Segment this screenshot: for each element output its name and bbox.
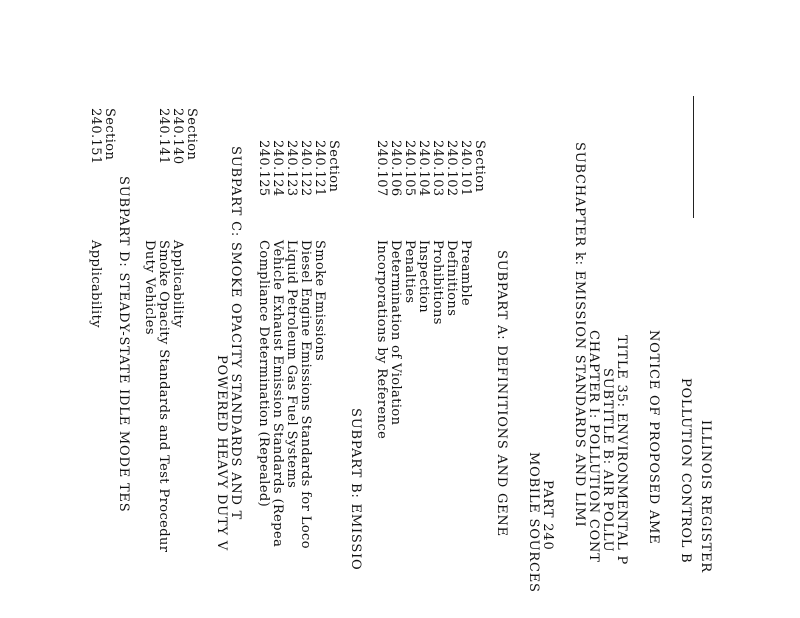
section-title: Definitions: [444, 240, 459, 317]
subtitle-line: SUBTITLE B: AIR POLLU: [600, 368, 615, 553]
section-number: 240.122: [298, 140, 313, 197]
section-title: Diesel Engine Emissions Standards for Loco: [298, 240, 313, 549]
title-line: TITLE 35: ENVIRONMENTAL P: [614, 335, 629, 566]
subpart-a-section-label: Section: [472, 140, 487, 193]
section-number: 240.107: [374, 140, 389, 197]
subpart-d-heading: SUBPART D: STEADY-STATE IDLE MODE TES: [116, 176, 131, 513]
section-title: Compliance Determination (Repealed): [256, 240, 271, 508]
subpart-c-heading-cont: POWERED HEAVY DUTY V: [214, 355, 229, 551]
section-title: Preamble: [458, 240, 473, 307]
notice-line: NOTICE OF PROPOSED AME: [646, 330, 661, 545]
section-number: 240.124: [270, 140, 285, 197]
subpart-a-heading: SUBPART A: DEFINITIONS AND GENE: [494, 250, 509, 537]
section-title: Applicability: [170, 240, 185, 328]
section-title: Smoke Emissions: [312, 240, 327, 362]
section-title: Vehicle Exhaust Emission Standards (Repea: [270, 240, 285, 548]
subchapter-line: SUBCHAPTER k: EMISSION STANDARDS AND LIMI: [572, 142, 587, 528]
register-title: ILLINOIS REGISTER: [698, 420, 713, 573]
header-rule: [693, 96, 694, 218]
section-number: 240.121: [312, 140, 327, 197]
subpart-b-section-label: Section: [326, 140, 341, 193]
chapter-line: CHAPTER I: POLLUTION CONT: [586, 330, 601, 563]
section-title: Duty Vehicles: [142, 240, 157, 335]
section-title: Liquid Petroleum Gas Fuel Systems: [284, 240, 299, 489]
section-number: 240.123: [284, 140, 299, 197]
section-number: 240.140: [170, 108, 185, 165]
section-number: 240.103: [430, 140, 445, 197]
subpart-b-heading: SUBPART B: EMISSIO: [348, 408, 363, 571]
section-title: Inspection: [416, 240, 431, 314]
section-number: 240.106: [388, 140, 403, 197]
section-title: Determination of Violation: [388, 240, 403, 426]
subpart-c-heading: SUBPART C: SMOKE OPACITY STANDARDS AND T: [228, 146, 243, 521]
section-number: 240.141: [156, 108, 171, 165]
section-title: Penalties: [402, 240, 417, 304]
section-title: Smoke Opacity Standards and Test Procedur: [156, 240, 171, 553]
part-name: MOBILE SOURCES: [526, 452, 541, 593]
part-number: PART 240: [540, 480, 555, 551]
board-name: POLLUTION CONTROL B: [678, 378, 693, 564]
section-number: 240.102: [444, 140, 459, 197]
section-number: 240.151: [88, 108, 103, 165]
subpart-c-section-label: Section: [184, 108, 199, 161]
subpart-d-section-label: Section: [102, 108, 117, 161]
section-number: 240.104: [416, 140, 431, 197]
section-title: Applicability: [88, 240, 103, 328]
section-number: 240.105: [402, 140, 417, 197]
section-title: Incorporations by Reference: [374, 240, 389, 440]
section-title: Prohibitions: [430, 240, 445, 325]
section-number: 240.101: [458, 140, 473, 197]
section-number: 240.125: [256, 140, 271, 197]
